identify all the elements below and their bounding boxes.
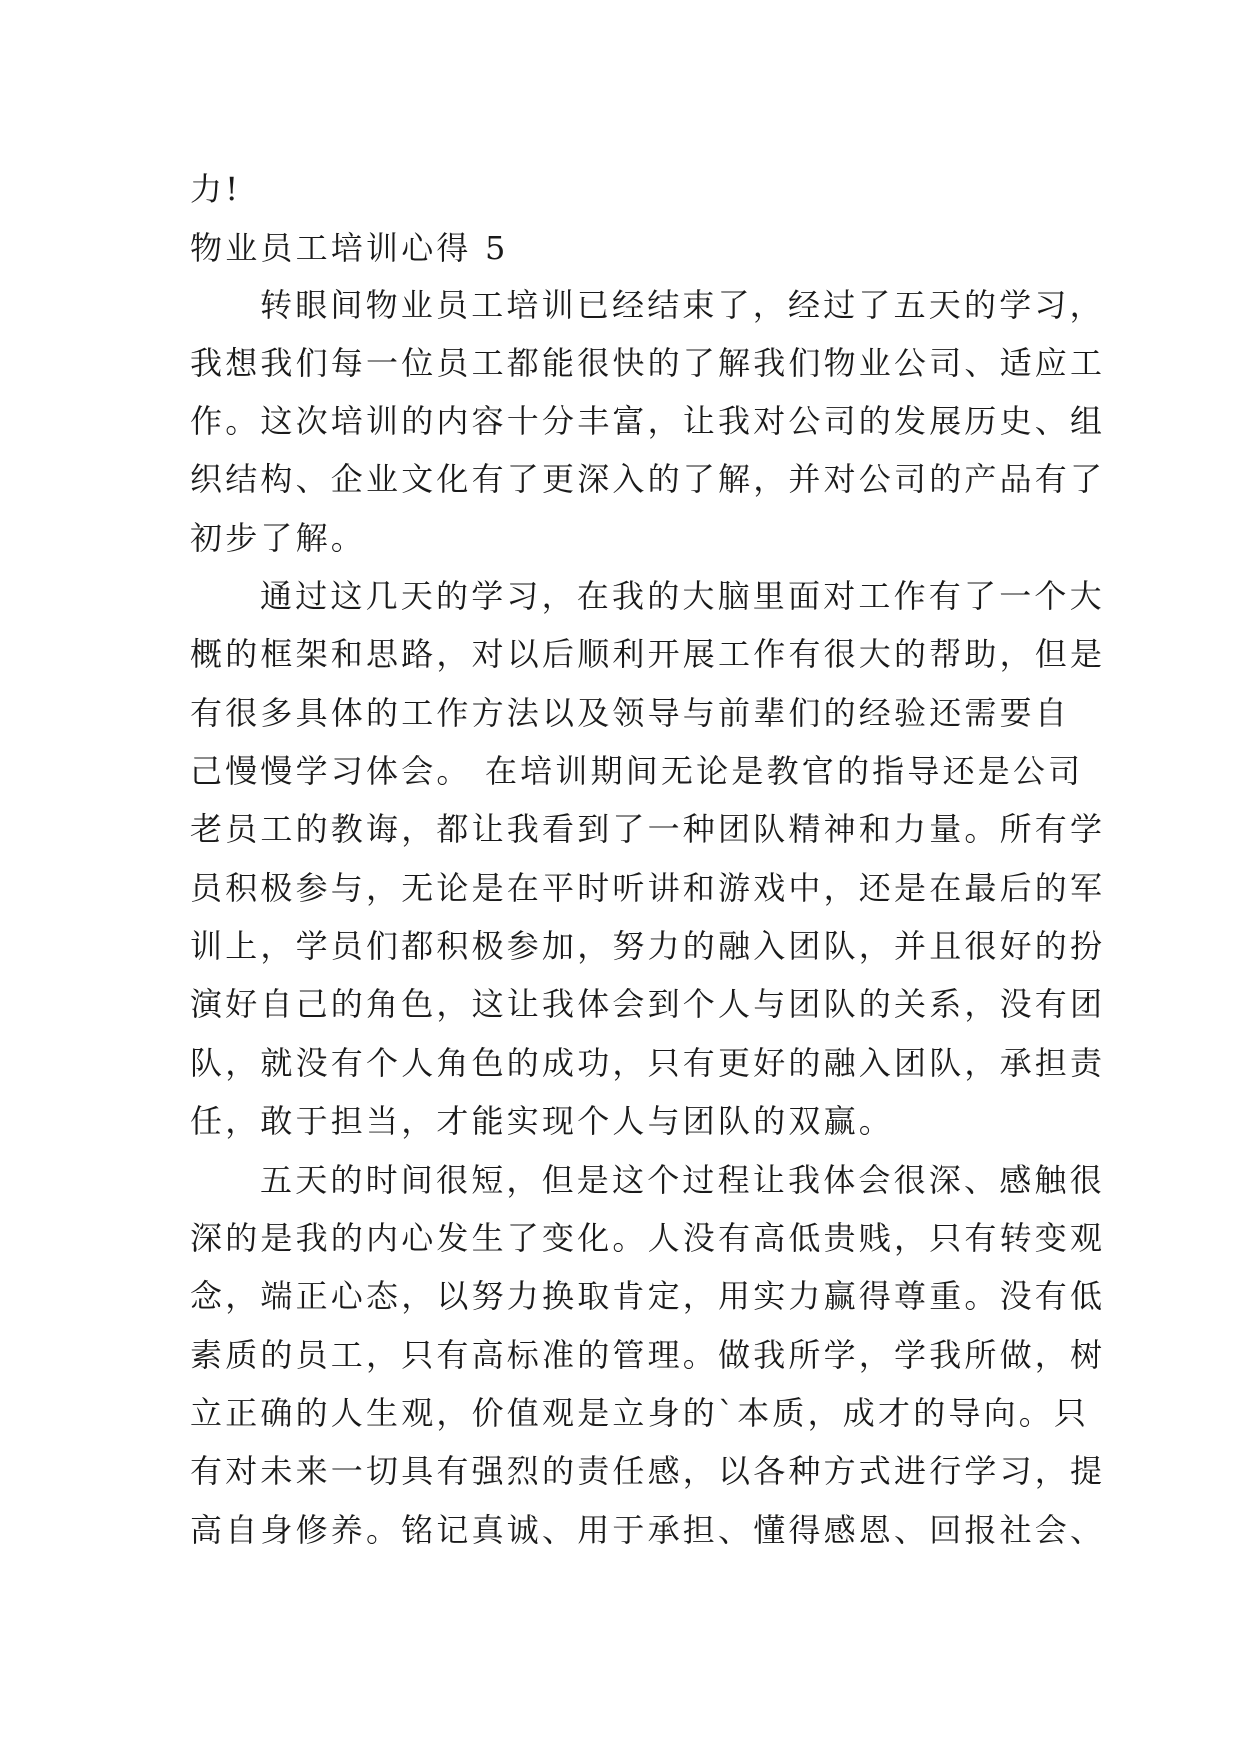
text-line: 我想我们每一位员工都能很快的了解我们物业公司、适应工	[190, 344, 1106, 382]
text-line: 力!	[190, 170, 242, 208]
text-line: 立正确的人生观，价值观是立身的`本质，成才的导向。只	[190, 1394, 1090, 1432]
text-line: 五天的时间很短，但是这个过程让我体会很深、感触很	[260, 1161, 1105, 1199]
section-heading: 物业员工培训心得 5	[190, 229, 509, 267]
text-line: 转眼间物业员工培训已经结束了，经过了五天的学习，	[260, 286, 1105, 324]
text-line: 高自身修养。铭记真诚、用于承担、懂得感恩、回报社会、	[190, 1511, 1106, 1549]
text-line: 老员工的教诲，都让我看到了一种团队精神和力量。所有学	[190, 810, 1106, 848]
text-line: 通过这几天的学习，在我的大脑里面对工作有了一个大	[260, 577, 1105, 615]
text-line: 织结构、企业文化有了更深入的了解，并对公司的产品有了	[190, 460, 1106, 498]
text-line: 有很多具体的工作方法以及领导与前辈们的经验还需要自	[190, 694, 1071, 732]
text-line: 念，端正心态，以努力换取肯定，用实力赢得尊重。没有低	[190, 1277, 1106, 1315]
text-line: 演好自己的角色，这让我体会到个人与团队的关系，没有团	[190, 985, 1106, 1023]
text-line: 己慢慢学习体会。 在培训期间无论是教官的指导还是公司	[190, 752, 1084, 790]
text-line: 员积极参与，无论是在平时听讲和游戏中，还是在最后的军	[190, 869, 1106, 907]
text-line: 任，敢于担当，才能实现个人与团队的双赢。	[190, 1102, 895, 1140]
text-line: 初步了解。	[190, 519, 367, 557]
text-line: 队，就没有个人角色的成功，只有更好的融入团队，承担责	[190, 1044, 1106, 1082]
text-line: 训上，学员们都积极参加，努力的融入团队，并且很好的扮	[190, 927, 1106, 965]
text-line: 概的框架和思路，对以后顺利开展工作有很大的帮助，但是	[190, 635, 1106, 673]
text-line: 素质的员工，只有高标准的管理。做我所学，学我所做，树	[190, 1336, 1106, 1374]
text-line: 深的是我的内心发生了变化。人没有高低贵贱，只有转变观	[190, 1219, 1106, 1257]
text-line: 有对未来一切具有强烈的责任感，以各种方式进行学习，提	[190, 1452, 1106, 1490]
text-line: 作。这次培训的内容十分丰富，让我对公司的发展历史、组	[190, 402, 1106, 440]
